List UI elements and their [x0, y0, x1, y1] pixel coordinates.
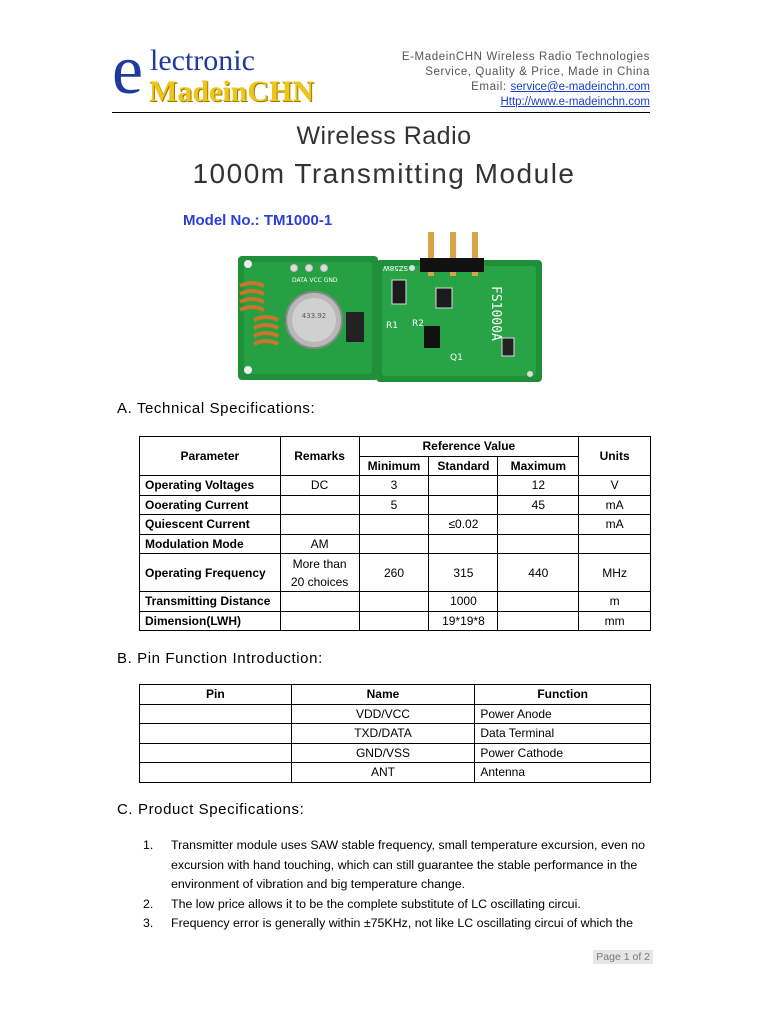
- cell-std: 1000: [429, 592, 498, 612]
- section-c-heading: C. Product Specifications:: [117, 801, 305, 818]
- cell-param: Modulation Mode: [140, 534, 281, 554]
- cell-remarks-line2: 20 choices: [290, 574, 349, 589]
- svg-text:SZ58W: SZ58W: [382, 264, 408, 272]
- cell-max: [498, 611, 579, 631]
- svg-text:DATA VCC GND: DATA VCC GND: [292, 277, 338, 284]
- table-header-row: [140, 685, 651, 705]
- cell-param: Transmitting Distance: [140, 592, 281, 612]
- cell-function: Power Cathode: [475, 743, 651, 763]
- col-maximum: Maximum: [498, 456, 579, 476]
- cell-name: ANT: [291, 763, 475, 783]
- cell-function: Data Terminal: [475, 724, 651, 744]
- cell-pin: [140, 763, 292, 783]
- cell-min: 3: [359, 476, 429, 496]
- section-a-heading: A. Technical Specifications:: [117, 400, 316, 417]
- cell-units: MHz: [579, 554, 651, 592]
- logo-text-madeinchn: MadeinCHN: [149, 75, 314, 108]
- section-b-heading: B. Pin Function Introduction:: [117, 650, 323, 667]
- cell-units: mm: [579, 611, 651, 631]
- cell-param: Ooerating Current: [140, 495, 281, 515]
- cell-function: Power Anode: [475, 704, 651, 724]
- cell-units: V: [579, 476, 651, 496]
- cell-min: [359, 592, 429, 612]
- cell-std: [429, 495, 498, 515]
- col-standard: Standard: [429, 456, 498, 476]
- cell-name: VDD/VCC: [291, 704, 475, 724]
- cell-max: 12: [498, 476, 579, 496]
- product-spec-list: [143, 836, 653, 934]
- cell-units: [579, 534, 651, 554]
- svg-text:R1: R1: [386, 321, 398, 331]
- table-row: [140, 476, 651, 496]
- list-item-number: 2.: [143, 896, 154, 911]
- cell-std: [429, 476, 498, 496]
- cell-min: [359, 515, 429, 535]
- table-row: [140, 724, 651, 744]
- list-item-text: The low price allows it to be the complete substitute of LC oscillating circui.: [171, 896, 581, 911]
- cell-units: mA: [579, 515, 651, 535]
- company-logo: [112, 32, 344, 110]
- cell-std: 315: [429, 554, 498, 592]
- cell-std: ≤0.02: [429, 515, 498, 535]
- table-row: [140, 611, 651, 631]
- cell-remarks: DC: [280, 476, 359, 496]
- header-divider: [112, 112, 650, 113]
- table-row: [140, 743, 651, 763]
- cell-pin: [140, 704, 292, 724]
- logo-text-electronic: lectronic: [150, 44, 255, 77]
- cell-min: 260: [359, 554, 429, 592]
- list-item-text: Transmitter module uses SAW stable frequency, small temperature excursion, even no excursion with hand touching, which can still guarantee the stable performance in the environment of vibration and big temperature change.: [171, 838, 646, 891]
- col-function: Function: [475, 685, 651, 705]
- cell-remarks: [280, 611, 359, 631]
- cell-remarks-line1: More than: [292, 556, 347, 571]
- email-label: Email:: [471, 81, 507, 93]
- table-row: [140, 515, 651, 535]
- svg-text:433.92: 433.92: [301, 312, 327, 320]
- email-link[interactable]: service@e-madeinchn.com: [510, 81, 650, 93]
- cell-remarks: [280, 554, 359, 592]
- col-remarks: Remarks: [280, 437, 359, 476]
- header-pins: [420, 232, 484, 276]
- table-row: [140, 704, 651, 724]
- cell-pin: [140, 724, 292, 744]
- pin-function-table: [139, 684, 651, 783]
- cell-max: 45: [498, 495, 579, 515]
- doc-title-line2: 1000m Transmitting Module: [192, 158, 576, 189]
- cell-min: 5: [359, 495, 429, 515]
- email-line: [402, 80, 650, 95]
- cell-std: 19*19*8: [429, 611, 498, 631]
- cell-param: Quiescent Current: [140, 515, 281, 535]
- table-row: [140, 554, 651, 592]
- transistor: [346, 312, 364, 342]
- list-item-text: Frequency error is generally within ±75KHz, not like LC oscillating circui of which the: [171, 916, 634, 930]
- cell-min: [359, 611, 429, 631]
- doc-title-line1: Wireless Radio: [296, 122, 472, 150]
- table-row: [140, 495, 651, 515]
- cell-max: [498, 592, 579, 612]
- cell-function: Antenna: [475, 763, 651, 783]
- cell-min: [359, 534, 429, 554]
- cell-name: GND/VSS: [291, 743, 475, 763]
- list-item: [143, 895, 653, 915]
- cell-remarks: [280, 495, 359, 515]
- svg-text:R2: R2: [412, 319, 424, 329]
- col-pin: Pin: [140, 685, 292, 705]
- col-name: Name: [291, 685, 475, 705]
- svg-text:FS1000A: FS1000A: [488, 286, 503, 341]
- cell-max: [498, 515, 579, 535]
- cell-max: [498, 534, 579, 554]
- list-item-number: 1.: [143, 838, 154, 852]
- cell-remarks: [280, 515, 359, 535]
- cell-remarks: AM: [280, 534, 359, 554]
- cell-name: TXD/DATA: [291, 724, 475, 744]
- module-photo: [236, 228, 544, 384]
- cell-pin: [140, 743, 292, 763]
- model-number: Model No.: TM1000-1: [183, 212, 333, 229]
- cell-max: 440: [498, 554, 579, 592]
- table-row: [140, 763, 651, 783]
- logo-e-glyph: e: [112, 32, 144, 109]
- cell-param: Operating Frequency: [140, 554, 281, 592]
- tech-spec-table: [139, 436, 651, 631]
- list-item-number: 3.: [143, 916, 154, 930]
- svg-text:Q1: Q1: [450, 353, 463, 363]
- cell-std: [429, 534, 498, 554]
- table-header-row: [140, 437, 651, 457]
- list-item: [143, 914, 653, 934]
- col-minimum: Minimum: [359, 456, 429, 476]
- cell-units: m: [579, 592, 651, 612]
- company-line: E-MadeinCHN Wireless Radio Technologies: [401, 51, 650, 63]
- cell-remarks: [280, 592, 359, 612]
- header-contact-block: [402, 50, 650, 110]
- col-reference-value: Reference Value: [359, 437, 579, 457]
- cell-units: mA: [579, 495, 651, 515]
- cell-param: Dimension(LWH): [140, 611, 281, 631]
- slogan: Service, Quality & Price, Made in China: [425, 66, 650, 78]
- website-link[interactable]: Http://www.e-madeinchn.com: [500, 96, 650, 108]
- table-row: [140, 534, 651, 554]
- col-units: Units: [579, 437, 651, 476]
- list-item: [143, 836, 653, 895]
- page-number: Page 1 of 2: [593, 950, 653, 964]
- col-parameter: Parameter: [140, 437, 281, 476]
- cell-param: Operating Voltages: [140, 476, 281, 496]
- table-row: [140, 592, 651, 612]
